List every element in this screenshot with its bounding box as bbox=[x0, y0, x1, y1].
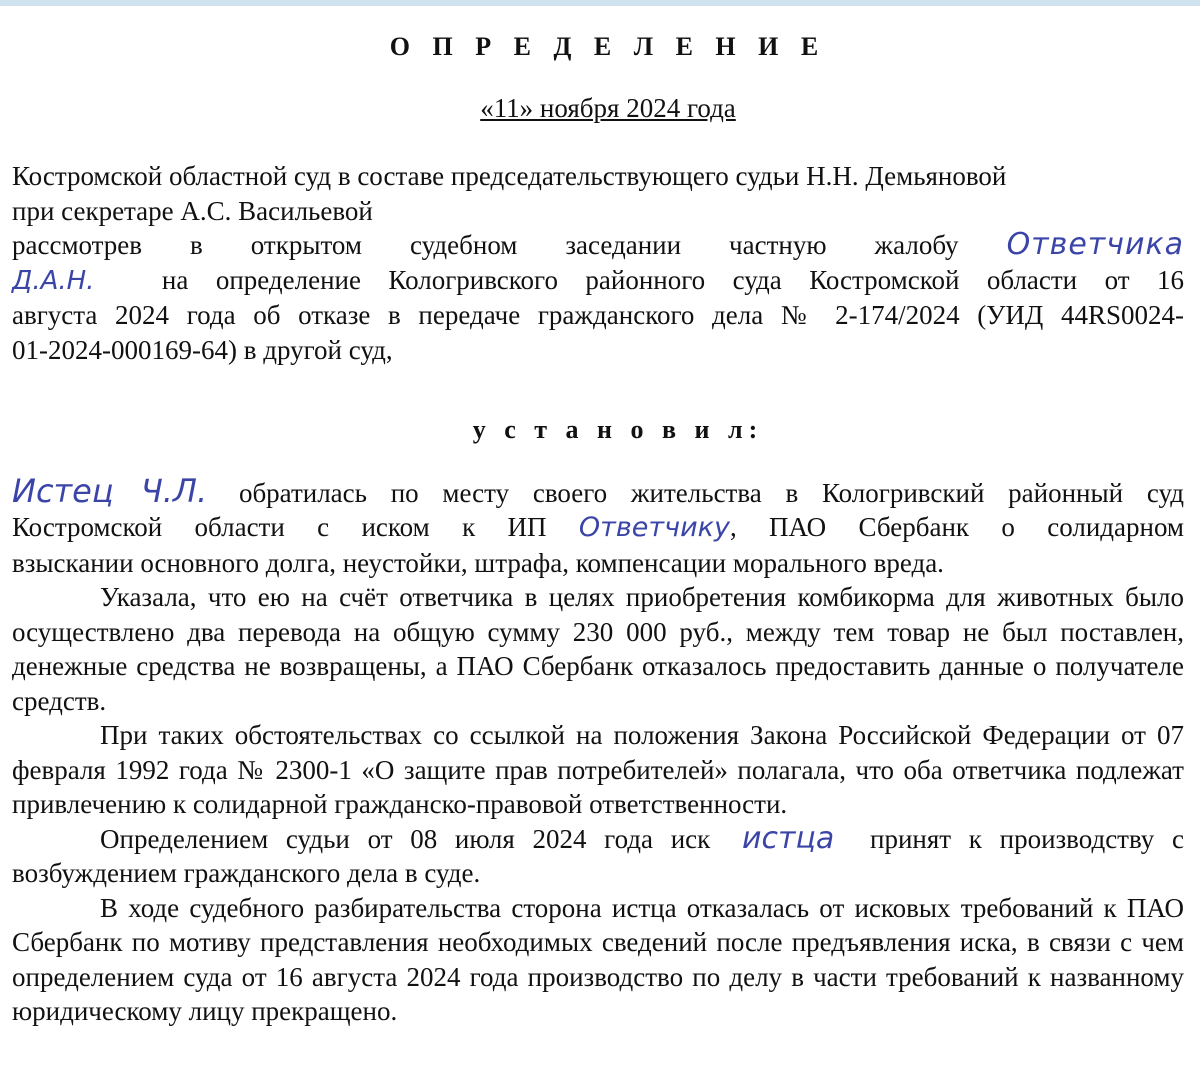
intro-case-text: августа 2024 года об отказе в передаче гражданского дела № 2-174/2024 (УИД 44RS0024- bbox=[12, 300, 1184, 330]
claim-text-a: обратилась по месту своего жительства в Кологривский районный суд bbox=[238, 477, 1184, 508]
intro-block bbox=[12, 159, 1184, 367]
intro-line-ruling bbox=[12, 263, 1184, 299]
scan-top-border bbox=[0, 0, 1200, 6]
intro-line-complaint bbox=[12, 228, 1184, 263]
intro-line-end: 01-2024-000169-64) в другой суд, bbox=[12, 334, 393, 365]
acceptance-text-a: Определением судьи от 08 июля 2024 года иск bbox=[100, 823, 711, 854]
paragraph-acceptance bbox=[12, 822, 1184, 891]
claim-text-d: взыскании основного долга, неустойки, штрафа, компенсации морального вреда. bbox=[12, 547, 944, 578]
handwritten-plaintiff-2: истца bbox=[742, 820, 835, 856]
acceptance-text-c: возбуждением гражданского дела в суде. bbox=[12, 858, 481, 888]
document-date: «11» ноября 2024 года bbox=[480, 92, 736, 123]
document-title: О П Р Е Д Е Л Е Н И Е bbox=[389, 32, 827, 61]
paragraph-law: При таких обстоятельствах со ссылкой на положения Закона Российской Федерации от 07 февраля 1992 года № 2300-1 «О защите прав потребителей» полагала, что оба ответчика подлежат привлечению к солидарной гражданско-правовой ответственности. bbox=[12, 720, 1184, 819]
paragraph-termination: В ходе судебного разбирательства сторона истца отказалась от исковых требований к ПАО Сбербанк по мотиву представления необходимых сведений после предъявления иска, в связи с чем определением суда от 16 августа 2024 года производство по делу в части требований к названному юридическому лицу прекращено. bbox=[12, 892, 1184, 1026]
claim-text-b: Костромской области с иском к ИП bbox=[12, 512, 547, 542]
intro-line-secretary: при секретаре А.С. Васильевой bbox=[12, 195, 373, 226]
claim-line-1 bbox=[12, 471, 1184, 511]
intro-ruling-text: на определение Кологривского районного суда Костромской области от 16 bbox=[161, 264, 1184, 295]
paragraph-claim bbox=[12, 471, 1185, 581]
handwritten-defendant: Ответчику bbox=[578, 512, 730, 543]
intro-line-case bbox=[12, 298, 1184, 333]
paragraph-transfers: Указала, что ею на счёт ответчика в целях приобретения комбикорма для животных было осуществлено два перевода на общую сумму 230 000 руб., между тем товар не был поставлен, денежные средства не возвращены, а ПАО Сбербанк отказалось предоставить данные о получателе средств. bbox=[12, 582, 1184, 716]
document-page bbox=[12, 14, 1184, 1029]
claim-line-2 bbox=[12, 510, 1184, 546]
intro-complaint-text: рассмотрев в открытом судебном заседании частную жалобу bbox=[12, 230, 959, 260]
intro-line-court: Костромской областной суд в составе председательствующего судьи Н.Н. Демьяновой bbox=[12, 161, 1007, 191]
claim-text-c: , ПАО Сбербанк о солидарном bbox=[729, 512, 1185, 542]
acceptance-line-1 bbox=[12, 822, 1184, 857]
handwritten-initials: Д.А.Н. bbox=[12, 265, 95, 296]
handwritten-plaintiff: Истец Ч.Л. bbox=[12, 471, 208, 510]
handwritten-appellant: Ответчика bbox=[1006, 227, 1184, 262]
acceptance-text-b: принят к производству с bbox=[870, 823, 1185, 854]
section-heading-ustanovil: у с т а н о в и л: bbox=[472, 415, 764, 444]
